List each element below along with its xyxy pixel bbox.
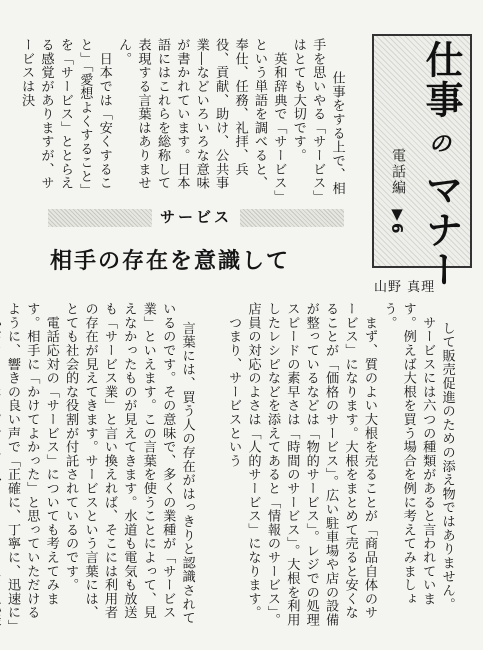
body-upper-text: 仕事をする上で、相手を思いやる「サービス」はとても大切です。 英和辞典で「サービス」という単語を調べると、奉仕、任務、礼拝、兵役、貢献、助け、公共事業―などいろいろな意味が書かれています。日本語にはこれらを総称して表現する言葉はありません。 日本では「安くすること」「愛想よくすること」を「サービス」ととらえる感覚がありますが、サービスは決 [19, 38, 345, 197]
column-title [420, 40, 462, 290]
body-lower-block [4, 302, 216, 632]
body-middle-block [226, 302, 476, 632]
column-number: ▼6 [388, 205, 406, 234]
body-upper-block [6, 38, 366, 202]
column-title-part1: 仕事 [419, 40, 463, 120]
body-middle-text: して販売促進のための添え物ではありません。 サービスには六つの種類があると言われています。例えば大根を買う場合を例に考えてみましょう。 まず、質のよい大根を売ることが「商品自体のサービス」になります。大根をまとめて売ると安くなることが「価格のサービス」。広い駐車場や店の設備が整っているなどは「物的サービス」。レジでの処理スピードの素早さは「時間のサービス」。大根を利用したレシピなどを添えてあると「情報のサービス」。店員の対応のよさは「人的サービス」になります。 つまり、サービスという [226, 302, 455, 627]
column-title-no: の [429, 132, 454, 157]
body-lower-text: 言葉には、買う人の存在がはっきりと認識されているのです。その意味で、多くの業種が「サービス業」といえます。この言葉を使うことによって、見えなかったものが見えてきます。水道も電気も放送も「サービス業」と言い換えれば、そこには利用者の存在が見えてきます。サービスという言葉には、とても社会的な役割が付託されているのです。 電話応対の「サービス」についても考えてみます。相手に「かけてよかった」と思っていただけるように、響きの良い声で「正確に、丁寧に、迅速に」 [4, 302, 195, 627]
section-label: サービス [152, 206, 240, 228]
author: 山野 真理 [374, 280, 436, 295]
column-subtitle: 電話編 [390, 148, 406, 196]
column-title-part2: マナー [419, 170, 463, 290]
headline: 相手の存在を意識して [50, 248, 291, 274]
